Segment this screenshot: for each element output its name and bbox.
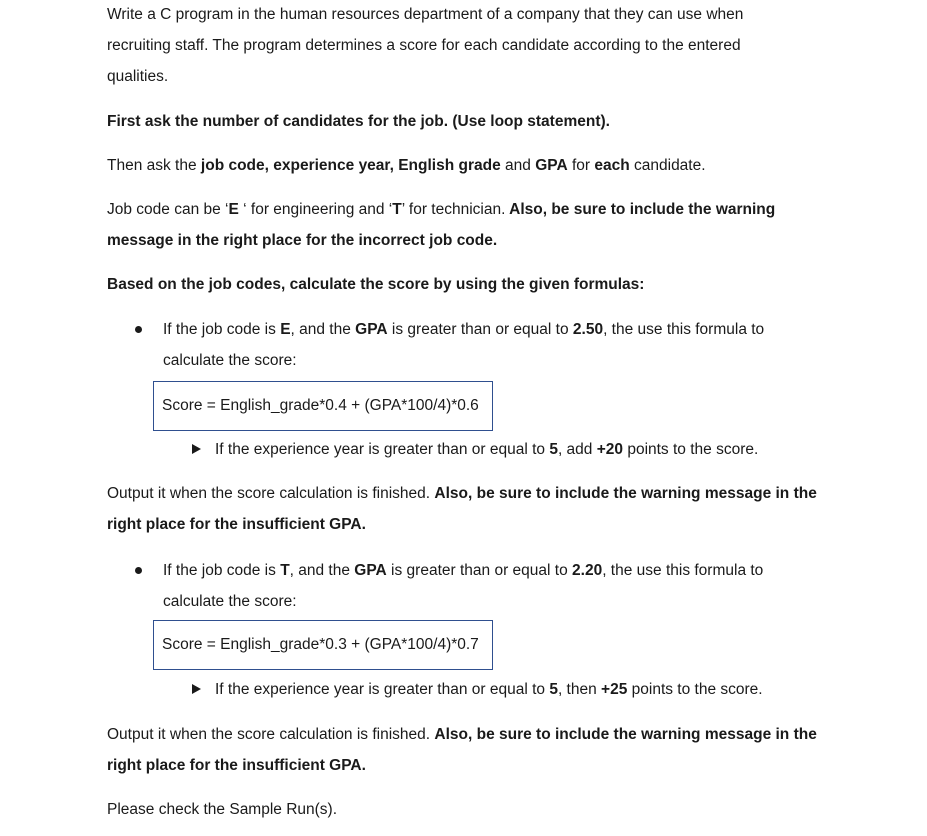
arrow-bullet-icon <box>192 444 201 454</box>
case-e-bonus-text: points to the score. <box>623 441 759 458</box>
step2-bold-each: each <box>594 157 630 174</box>
case-t-bonus-years: 5 <box>549 681 558 698</box>
step2-bold-gpa: GPA <box>535 157 568 174</box>
case-e-formula-box: Score = English_grade*0.4 + (GPA*100/4)*0.6 <box>153 381 493 431</box>
case-t-bonus-text: If the experience year is greater than or equal to <box>215 681 550 698</box>
case-t-bold-threshold: 2.20 <box>572 562 603 579</box>
case-e-bold-gpa: GPA <box>355 321 388 338</box>
case-t-output-warning: Also, be sure to include the warning message in the <box>434 726 817 743</box>
case-t-bold-code: T <box>280 562 290 579</box>
case-e-line-2: calculate the score: <box>163 352 297 369</box>
case-e-output-warning: Also, be sure to include the warning message in the <box>434 485 817 502</box>
jobcode-warning: Also, be sure to include the warning <box>505 201 776 218</box>
step2-bold-fields: job code, experience year, English grade <box>200 157 501 174</box>
case-t-output-line-1 <box>107 725 817 745</box>
intro-line-3: qualities. <box>107 68 169 85</box>
case-e-text: , and the <box>290 321 356 338</box>
case-e-output-line-1 <box>107 484 817 504</box>
jobcode-text: Job code can be ‘ <box>107 201 229 218</box>
intro-line-2: recruiting staff. The program determines a score for each candidate according to the entered <box>107 37 741 54</box>
case-e-output-text: Output it when the score calculation is finished. <box>107 485 435 502</box>
case-t-line-2: calculate the score: <box>163 593 297 610</box>
case-t-bonus-points: +25 <box>601 681 628 698</box>
step-ask-candidate-details <box>107 156 706 176</box>
case-e-bonus-text: If the experience year is greater than or equal to <box>215 441 550 458</box>
step2-text: Then ask the <box>107 157 201 174</box>
case-e-output-line-2: right place for the insufficient GPA. <box>107 516 366 533</box>
case-e-text: is greater than or equal to <box>387 321 573 338</box>
jobcode-text: ‘ for engineering and ‘ <box>238 201 393 218</box>
case-t-bonus-text: points to the score. <box>627 681 763 698</box>
case-t-text: , and the <box>289 562 355 579</box>
jobcode-line-1 <box>107 200 775 220</box>
case-e-bold-threshold: 2.50 <box>572 321 604 338</box>
case-t-experience-bonus <box>192 680 763 700</box>
jobcode-bold-e: E <box>228 201 239 218</box>
case-t-bullet <box>163 561 763 581</box>
case-e-bold-code: E <box>280 321 291 338</box>
bullet-icon <box>135 326 142 333</box>
formulas-heading: Based on the job codes, calculate the score by using the given formulas: <box>107 276 645 293</box>
case-t-text: If the job code is <box>163 562 281 579</box>
jobcode-line-2: message in the right place for the incorrect job code. <box>107 232 498 249</box>
case-e-bullet <box>163 320 764 340</box>
case-t-bonus-text: , then <box>557 681 602 698</box>
closing-note: Please check the Sample Run(s). <box>107 801 338 818</box>
case-t-formula-box: Score = English_grade*0.3 + (GPA*100/4)*0.7 <box>153 620 493 670</box>
case-e-bonus-text: , add <box>557 441 597 458</box>
case-e-bonus-points: +20 <box>596 441 624 458</box>
arrow-bullet-icon <box>192 684 201 694</box>
step-number-of-candidates: First ask the number of candidates for the job. (Use loop statement). <box>107 113 610 130</box>
case-t-text: , the use this formula to <box>602 562 764 579</box>
case-e-text: , the use this formula to <box>603 321 765 338</box>
step2-text: candidate. <box>629 157 706 174</box>
jobcode-text: ’ for technician. <box>401 201 506 218</box>
case-e-text: If the job code is <box>163 321 281 338</box>
case-t-text: is greater than or equal to <box>386 562 573 579</box>
bullet-icon <box>135 567 142 574</box>
case-e-bonus-years: 5 <box>549 441 558 458</box>
step2-text: and <box>500 157 536 174</box>
step2-text: for <box>567 157 595 174</box>
case-t-output-text: Output it when the score calculation is finished. <box>107 726 435 743</box>
intro-line-1: Write a C program in the human resources department of a company that they can use when <box>107 6 744 23</box>
jobcode-bold-t: T <box>392 201 402 218</box>
case-e-experience-bonus <box>192 440 758 460</box>
case-t-output-line-2: right place for the insufficient GPA. <box>107 757 366 774</box>
case-t-bold-gpa: GPA <box>354 562 387 579</box>
